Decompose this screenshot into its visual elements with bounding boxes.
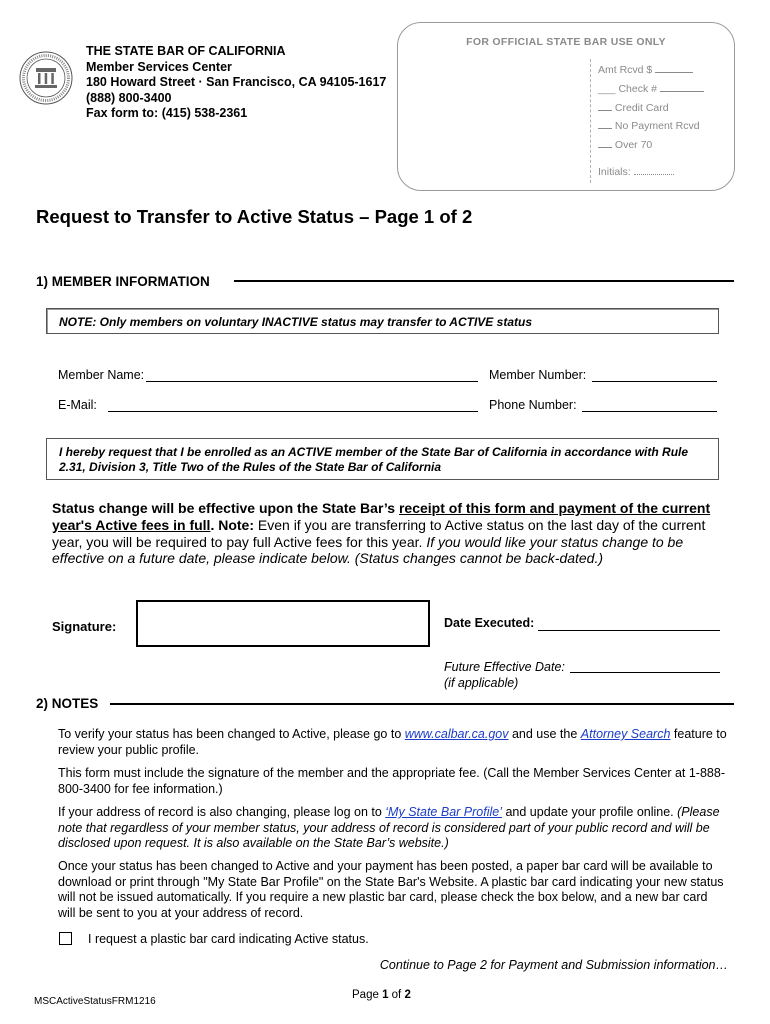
calbar-website-link[interactable]: www.calbar.ca.gov <box>404 727 509 741</box>
check-item <box>598 80 704 99</box>
initials-item <box>598 163 704 182</box>
future-date-input[interactable] <box>570 672 720 673</box>
page-current: 1 <box>382 989 389 1001</box>
attorney-search-link[interactable]: Attorney Search <box>580 727 671 741</box>
notes-paragraph-2: This form must include the signature of the member and the appropriate fee. (Call the Member Services Center at 1-888-800-3400 for fee information.) <box>58 766 725 796</box>
plastic-bar-card-checkbox[interactable] <box>59 932 72 945</box>
no-payment-label: No Payment Rcvd <box>614 120 700 133</box>
section-2-heading: 2) NOTES <box>36 696 99 711</box>
member-name-input[interactable] <box>146 381 478 382</box>
form-title: Request to Transfer to Active Status – Page 1 of 2 <box>36 206 473 227</box>
state-bar-seal-icon <box>18 50 74 106</box>
org-fax: Fax form to: (415) 538-2361 <box>86 106 248 120</box>
note-box: NOTE: Only members on voluntary INACTIVE status may transfer to ACTIVE status <box>46 308 719 334</box>
notes-paragraph-4: Once your status has been changed to Active and your payment has been posted, a paper bar card will be available to download or print through "My State Bar Profile" on the State Bar's Website. A plastic bar card indicating your new status will not be issued automatically. If you require a new plastic bar card, please check the box below, and a new bar card will be sent to you at your address of record. <box>58 859 724 920</box>
over-70-item <box>598 136 704 155</box>
official-use-list <box>598 61 704 182</box>
signature-box[interactable] <box>136 600 430 647</box>
no-payment-line <box>598 128 612 129</box>
official-use-box <box>397 22 735 191</box>
page-total: 2 <box>404 989 411 1001</box>
p3-text-b: and update your profile online. <box>502 805 674 819</box>
member-name-label: Member Name: <box>58 368 145 382</box>
over-70-label: Over 70 <box>614 139 653 152</box>
credit-card-line <box>598 110 612 111</box>
p1-text-b: and use the <box>508 727 581 741</box>
plastic-bar-card-label: I request a plastic bar card indicating Active status. <box>88 932 369 946</box>
request-statement: I hereby request that I be enrolled as an ACTIVE member of the State Bar of California in accordance with Rule 2.31, Division 3, Title Two of the Rules of the State Bar of California <box>46 438 719 480</box>
p1-text-c: feature to review your public profile. <box>58 727 727 757</box>
status-bold-2: . Note: <box>210 516 254 533</box>
p1-text-a: To verify your status has been changed to Active, please go to <box>58 727 405 741</box>
no-payment-item <box>598 117 704 136</box>
future-date-block <box>444 660 565 691</box>
phone-label: Phone Number: <box>489 398 577 412</box>
continue-note: Continue to Page 2 for Payment and Submission information… <box>379 958 728 972</box>
p3-text-a: If your address of record is also changing, please log on to <box>58 805 386 819</box>
org-name: THE STATE BAR OF CALIFORNIA <box>86 44 286 58</box>
check-line <box>660 91 704 92</box>
date-executed-label: Date Executed: <box>444 616 535 630</box>
over-70-line <box>598 147 612 148</box>
future-date-label: Future Effective Date: <box>444 660 565 674</box>
status-bold-1: Status change will be effective upon the State Bar’s <box>52 500 399 516</box>
org-department: Member Services Center <box>86 59 232 74</box>
phone-input[interactable] <box>582 411 717 412</box>
initials-line <box>634 174 674 175</box>
member-number-label: Member Number: <box>489 368 587 382</box>
org-address: 180 Howard Street · San Francisco, CA 94105-1617 <box>86 75 387 89</box>
page-of: of <box>388 989 405 1001</box>
check-label: Check # <box>618 82 657 95</box>
status-plain: Even if you are transferring to Active status on the last day of the current year, you will be required to pay full Active fees for this year. <box>52 516 706 550</box>
initials-label: Initials: <box>598 165 631 178</box>
section-2-rule <box>110 703 734 705</box>
signature-label: Signature: <box>52 619 117 634</box>
amt-rcvd-label: Amt Rcvd $ <box>598 64 653 76</box>
my-state-bar-profile-link[interactable]: ‘My State Bar Profile’ <box>385 805 502 819</box>
org-phone: (888) 800-3400 <box>86 90 172 105</box>
form-code: MSCActiveStatusFRM1216 <box>34 996 156 1007</box>
official-use-divider <box>590 59 591 183</box>
email-input[interactable] <box>108 411 478 412</box>
amt-rcvd-line <box>655 72 693 73</box>
notes-paragraph-3 <box>58 805 728 852</box>
credit-card-item <box>598 99 704 118</box>
credit-card-label: Credit Card <box>614 101 669 114</box>
official-use-title: FOR OFFICIAL STATE BAR USE ONLY <box>466 36 666 48</box>
check-prefix: ___ <box>598 82 616 95</box>
p3-italic-note: (Please note that regardless of your member status, your address of record is considered part of your public record and will be disclosed upon request. It is also available on the State Bar’s website.) <box>58 805 720 850</box>
date-executed-input[interactable] <box>538 630 720 631</box>
email-label: E-Mail: <box>58 398 97 412</box>
member-number-input[interactable] <box>592 381 717 382</box>
status-italic: If you would like your status change to be effective on a future date, please indicate below. (Status changes cannot be back-dated.) <box>52 533 684 567</box>
if-applicable-label: (if applicable) <box>444 675 519 690</box>
status-bold-underlined: receipt of this form and payment of the current year's Active fees in full <box>52 500 711 533</box>
status-change-paragraph <box>52 500 722 567</box>
page-word: Page <box>352 989 383 1001</box>
page-number <box>352 989 411 1001</box>
amt-rcvd-item <box>598 61 704 80</box>
section-1-heading: 1) MEMBER INFORMATION <box>36 274 210 289</box>
notes-paragraph-1 <box>58 727 728 758</box>
organization-block <box>86 44 386 122</box>
section-1-rule <box>234 280 734 282</box>
